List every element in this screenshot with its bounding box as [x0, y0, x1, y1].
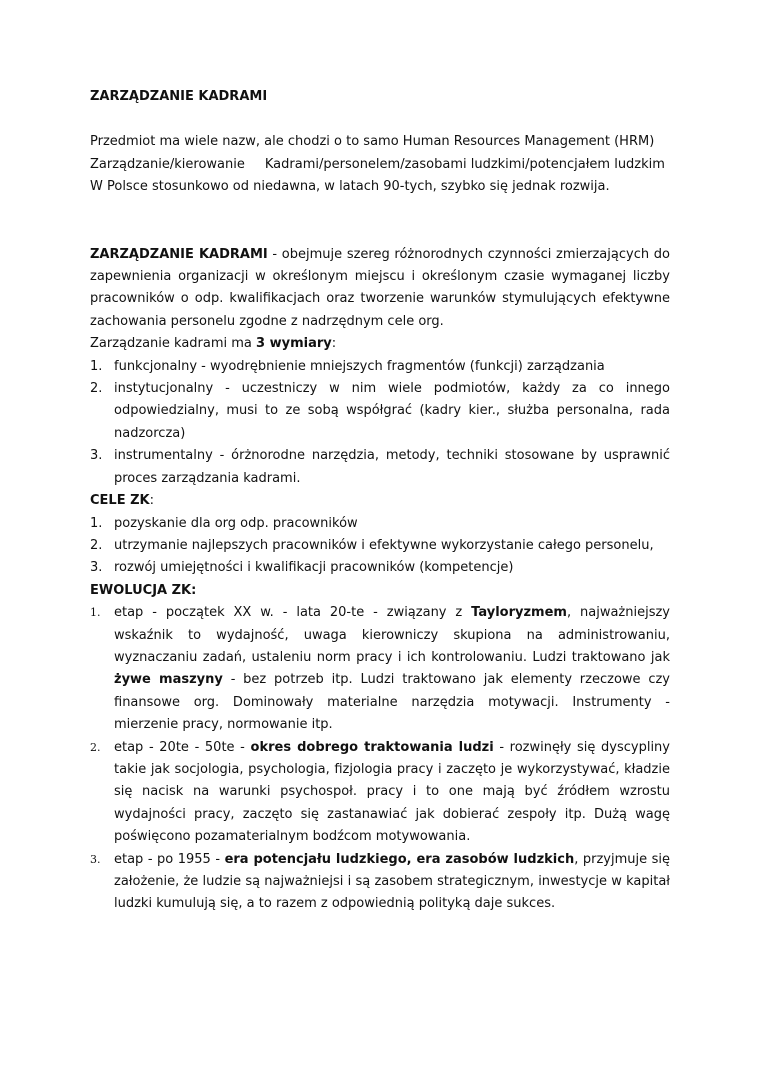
- list-item-text: funkcjonalny - wyodrębnienie mniejszych fragmentów (funkcji) zarządzania: [114, 358, 605, 374]
- list-item-emphasis: era potencjału ludzkiego, era zasobów ludzkich: [224, 851, 575, 867]
- definition-text: - obejmuje szereg różnorodnych czynności zmierzających do zapewnienia organizacji w określonym miejscu i określonym czasie wymaganej liczby pracowników o odp. kwalifikacjach oraz tworzenie warunków stymulujących efektywne zachowania personelu zgodne z nadrzędnym cele org.: [90, 246, 670, 329]
- goals-heading: [90, 490, 670, 512]
- list-item: [90, 737, 670, 849]
- definition-term: ZARZĄDZANIE KADRAMI: [90, 246, 268, 262]
- list-item-text: instytucjonalny - uczestniczy w nim wiele podmiotów, każdy za co innego odpowiedzialny, musi to ze sobą współgrać (kadry kier., służba personalna, rada nadzorcza): [114, 381, 670, 441]
- dimensions-lead-end: :: [331, 336, 337, 352]
- list-item: [90, 445, 670, 490]
- dimensions-lead-bold: 3 wymiary: [256, 336, 332, 352]
- evolution-heading: EWOLUCJA ZK:: [90, 582, 197, 598]
- list-item-text: - bez potrzeb itp. Ludzi traktowano jak elementy rzeczowe czy finansowe org. Dominowały materialne narzędzia motywacji. Instrumenty - mierzenie pracy, normowanie itp.: [114, 672, 670, 733]
- list-number: 3.: [90, 448, 103, 464]
- list-item-text: etap - początek XX w. - lata 20-te - związany z: [114, 605, 472, 621]
- list-number: 3.: [90, 852, 101, 866]
- list-item-emphasis: Tayloryzmem: [471, 605, 567, 621]
- list-item-text: - rozwinęły się dyscypliny takie jak socjologia, psychologia, fizjologia pracy i zaczęto je wykorzystywać, kładzie się nacisk na warunki psychospoł. pracy i to one mają być źródłem wzrostu wydajności pracy, zaczęto się zastanawiać jak dobierać zespoły itp. Dużą wagę poświęcono pozamaterialnym bodźcom motywowania.: [114, 739, 670, 845]
- list-item-text: , przyjmuje się założenie, że ludzie są najważniejsi i są zasobem strategicznym, inwestycje w kapitał ludzki kumulują się, a to razem z odpowiednią polityką daje sukces.: [114, 851, 670, 912]
- definition-paragraph: [90, 244, 670, 334]
- list-number: 2.: [90, 381, 103, 397]
- document-title: ZARZĄDZANIE KADRAMI: [90, 89, 268, 104]
- list-item: [90, 557, 670, 579]
- intro-line-2: [90, 154, 670, 176]
- list-item-text: pozyskanie dla org odp. pracowników: [114, 515, 358, 531]
- list-item: [90, 513, 670, 535]
- list-item-text: rozwój umiejętności i kwalifikacji pracowników (kompetencje): [114, 560, 514, 576]
- dimensions-list: [90, 356, 670, 490]
- goals-list: [90, 513, 670, 580]
- intro-line-2-left: Zarządzanie/kierowanie: [90, 156, 245, 172]
- dimensions-lead-text: Zarządzanie kadrami ma: [90, 336, 257, 352]
- list-item: [90, 535, 670, 557]
- list-item: [90, 849, 670, 916]
- intro-line-1: Przedmiot ma wiele nazw, ale chodzi o to samo Human Resources Management (HRM): [90, 134, 655, 150]
- list-item-text: , najważniejszy wskaźnik to wydajność, uwaga kierowniczy skupiona na administrowaniu, wyznaczaniu zadań, ustaleniu norm pracy i ich kontrolowaniu. Ludzi traktowano jak: [114, 605, 670, 665]
- list-item-text: etap - po 1955 -: [114, 851, 225, 867]
- list-item: [90, 356, 670, 378]
- list-item-text: utrzymanie najlepszych pracowników i efektywne wykorzystanie całego personelu,: [114, 537, 654, 553]
- goals-heading-end: :: [149, 493, 155, 509]
- list-item: [90, 602, 670, 736]
- list-item-emphasis: żywe maszyny: [114, 672, 223, 688]
- dimensions-lead: [90, 333, 670, 355]
- list-number: 3.: [90, 560, 103, 576]
- list-number: 1.: [90, 606, 101, 620]
- list-item-text: etap - 20te - 50te -: [114, 739, 251, 755]
- goals-heading-text: CELE ZK: [90, 493, 150, 509]
- list-item-emphasis: okres dobrego traktowania ludzi: [250, 739, 494, 755]
- document-body: [90, 86, 670, 916]
- list-number: 1.: [90, 515, 103, 531]
- list-item-text: instrumentalny - órżnorodne narzędzia, metody, techniki stosowane by usprawnić proces zarządzania kadrami.: [114, 448, 670, 486]
- intro-line-3: W Polsce stosunkowo od niedawna, w latach 90-tych, szybko się jednak rozwija.: [90, 179, 610, 195]
- intro-line-2-right: Kadrami/personelem/zasobami ludzkimi/potencjałem ludzkim: [264, 156, 665, 172]
- list-number: 2.: [90, 740, 101, 754]
- list-number: 1.: [90, 358, 103, 374]
- list-number: 2.: [90, 537, 103, 553]
- evolution-list: [90, 602, 670, 916]
- list-item: [90, 378, 670, 445]
